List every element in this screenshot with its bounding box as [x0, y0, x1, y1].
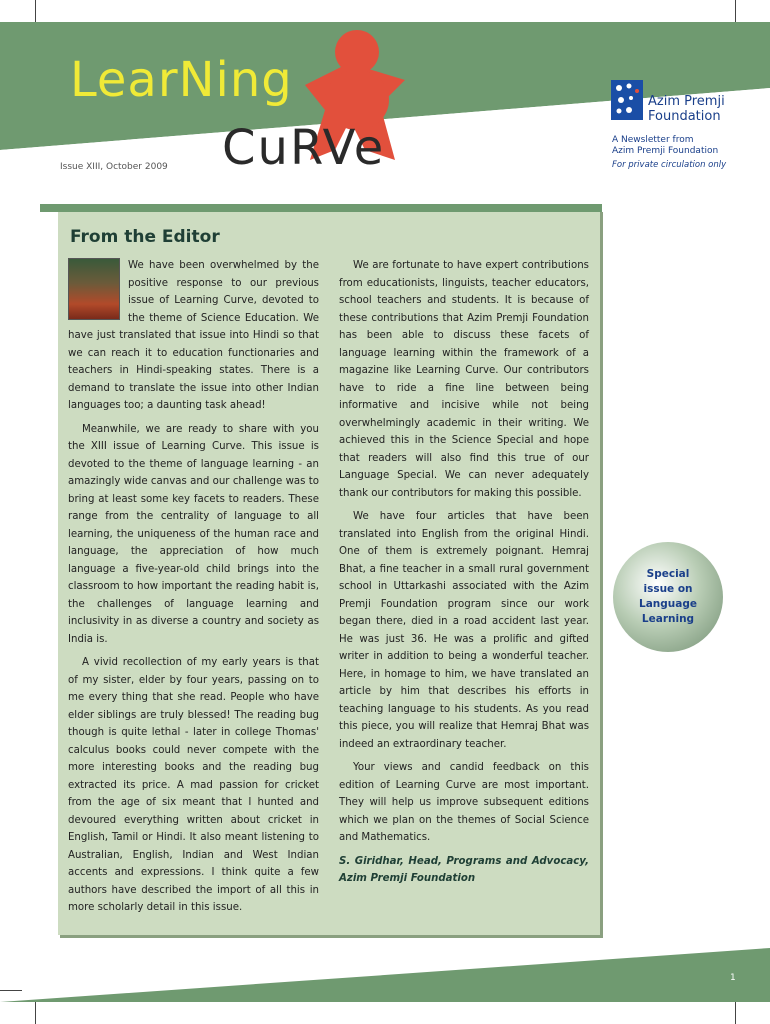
foundation-logo-icon: [611, 80, 643, 120]
editorial-paragraph: Your views and candid feedback on this edition of Learning Curve are most important. They will help us improve subsequent editions which we plan on the themes of Social Science and Mathematics.: [339, 762, 589, 843]
private-circulation-note: For private circulation only: [612, 160, 727, 170]
editorial-paragraph: A vivid recollection of my early years is that of my sister, elder by four years, passing on to me every thing that she read. People who have elder siblings are truly blessed! The reading bug though is quite lethal - later in college Thomas' calculus books could never compete with the more interesting books and the reading bug extracted its price. A mad passion for cricket from the age of six meant that I hunted and devoured everything written about cricket in English, Tamil or Hindi. It also meant listening to Australian, English, Indian and West Indian accents and expressions. I think quite a few authors have described the import of all this in more scholarly detail in this issue.: [68, 657, 319, 913]
newsletter-from-line: Azim Premji Foundation: [612, 146, 719, 156]
photo-wrap-spacer: [68, 257, 128, 323]
panel-shadow: [600, 212, 603, 938]
editor-signature: S. Giridhar, Head, Programs and Advocacy, Azim Premji Foundation: [339, 855, 589, 884]
panel-top-strip: [40, 204, 602, 212]
newsletter-from-line: A Newsletter from: [612, 135, 694, 145]
editorial-paragraph: Meanwhile, we are ready to share with you the XIII issue of Learning Curve. This issue is devoted to the theme of language learning - an amazingly wide canvas and our challenge was to bring at least some key facets to readers. These range from the centrality of language to all learning, the uniqueness of the human race and language, the appreciation of how much language a five-year-old child brings into the classroom to how important the reading habit is, the challenges of language learning and inclusivity in as diverse a country and society as India is.: [68, 423, 319, 645]
org-name-line: Azim Premji: [648, 94, 725, 109]
editorial-column-left: [68, 257, 319, 923]
editorial-paragraph: We have been overwhelmed by the positive response to our previous issue of Learning Curve, devoted to the theme of Science Education. We have just translated that issue into Hindi so that we can reach it to education functionaries and teachers in Hindi-speaking states. There is a demand to translate the issue into other Indian languages too; a daunting task ahead!: [68, 260, 319, 411]
issue-line: Issue XIII, October 2009: [60, 162, 168, 172]
special-issue-badge: [613, 542, 723, 652]
org-name-line: Foundation: [648, 109, 721, 124]
org-name: [648, 94, 725, 124]
masthead-title-curve: CuRVe: [222, 120, 386, 176]
page-number: 1: [730, 973, 736, 983]
masthead-title-learning: LearNing: [70, 52, 293, 108]
newsletter-from: [612, 135, 718, 157]
editorial-heading: From the Editor: [70, 227, 220, 247]
special-issue-text: Special issue on Language Learning: [639, 568, 697, 625]
footer-band: [0, 940, 770, 1010]
panel-shadow: [60, 935, 603, 938]
editorial-paragraph: We are fortunate to have expert contributions from educationists, linguists, teacher educators, school teachers and students. It is because of these contributions that Azim Premji Foundation has been able to discuss these facets of language learning within the framework of a magazine like Learning Curve. Our contributors have to ride a fine line between being informative and incisive while not being overwhelmingly academic in their writing. We achieved this in the Science Special and hope that readers will also find this true of our Language Special. We can never adequately thank our contributors for making this possible.: [339, 260, 589, 499]
editorial-paragraph: We have four articles that have been translated into English from the original Hindi. One of them is extremely poignant. Hemraj Bhat, a fine teacher in a small rural government school in Uttarkashi associated with the Azim Premji Foundation program since our work began there, died in a road accident last year. He was just 36. He was a prolific and gifted writer in addition to being a wonderful teacher. Here, in homage to him, we have translated an article by him that describes his efforts in teaching language to his students. As you read this piece, you will realize that Hemraj Bhat was indeed an extraordinary teacher.: [339, 511, 589, 750]
editorial-column-right: [339, 257, 589, 894]
